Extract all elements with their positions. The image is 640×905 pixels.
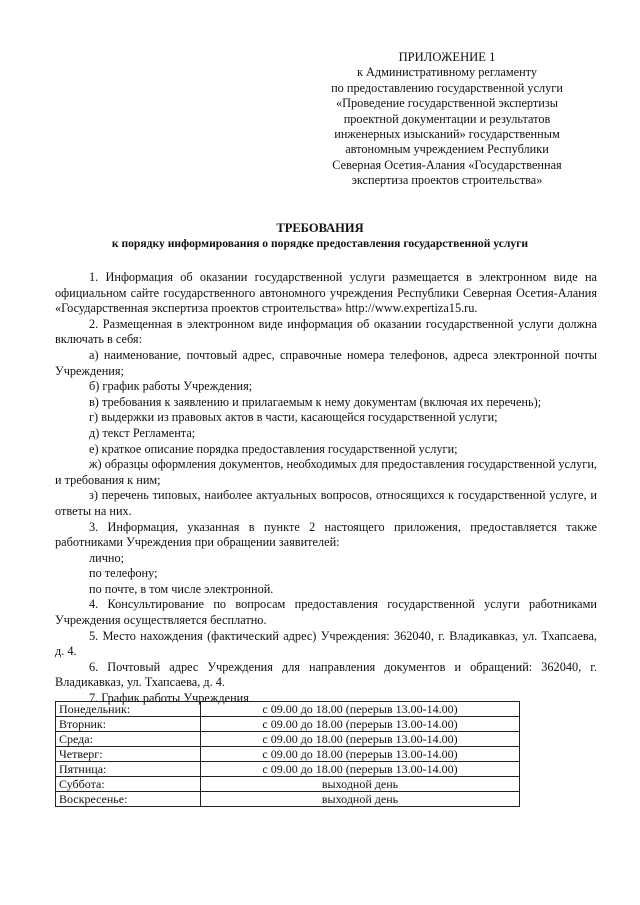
table-row bbox=[56, 717, 520, 732]
annex-line: к Административному регламенту bbox=[356, 65, 538, 80]
annex-line: инженерных изысканий» государственным bbox=[334, 127, 560, 142]
schedule-table bbox=[55, 701, 520, 807]
paragraph-2zh: ж) образцы оформления документов, необходимых для предоставления государственной услуги, и требования к ним; bbox=[55, 457, 597, 487]
paragraph-5: 5. Место нахождения (фактический адрес) Учреждения: 362040, г. Владикавказ, ул. Тхапсаева, д. 4. bbox=[55, 628, 597, 659]
schedule-day: Вторник: bbox=[56, 717, 201, 732]
schedule-hours: с 09.00 до 18.00 (перерыв 13.00-14.00) bbox=[201, 747, 520, 762]
annex-line: «Проведение государственной экспертизы bbox=[336, 96, 558, 111]
table-row bbox=[56, 702, 520, 717]
schedule-day: Воскресенье: bbox=[56, 792, 201, 807]
schedule-day: Пятница: bbox=[56, 762, 201, 777]
paragraph-4: 4. Консультирование по вопросам предоставления государственной услуги работниками Учреждения осуществляется бесплатно. bbox=[55, 597, 597, 628]
schedule-hours: выходной день bbox=[201, 777, 520, 792]
paragraph-6: 6. Почтовый адрес Учреждения для направления документов и обращений: 362040, г. Владикавказ, ул. Тхапсаева, д. 4. bbox=[55, 659, 597, 690]
schedule-day: Четверг: bbox=[56, 747, 201, 762]
document-body bbox=[55, 270, 597, 707]
paragraph-7: 7. График работы Учреждения bbox=[89, 691, 249, 706]
schedule-hours: выходной день bbox=[201, 792, 520, 807]
document-subtitle: к порядку информирования о порядке предоставления государственной услуги bbox=[111, 237, 529, 250]
annex-line: автономным учреждением Республики bbox=[345, 142, 549, 157]
schedule-hours: с 09.00 до 18.00 (перерыв 13.00-14.00) bbox=[201, 762, 520, 777]
table-row bbox=[56, 762, 520, 777]
paragraph-3c: по почте, в том числе электронной. bbox=[89, 581, 274, 596]
schedule-hours: с 09.00 до 18.00 (перерыв 13.00-14.00) bbox=[201, 717, 520, 732]
table-row bbox=[56, 747, 520, 762]
schedule-day: Понедельник: bbox=[56, 702, 201, 717]
paragraph-2d: д) текст Регламента; bbox=[89, 425, 196, 440]
annex-line: экспертиза проектов строительства» bbox=[351, 173, 543, 188]
paragraph-2g: г) выдержки из правовых актов в части, касающейся государственной услуги; bbox=[89, 410, 498, 425]
paragraph-3b: по телефону; bbox=[89, 566, 158, 581]
paragraph-1: 1. Информация об оказании государственной услуги размещается в электронном виде на официальном сайте государственного автономного учреждения Республики Северная Осетия-Алания «Государственная экспертиза проектов строительства» http://www.expertiza15.ru. bbox=[55, 270, 597, 316]
schedule-day: Суббота: bbox=[56, 777, 201, 792]
table-row bbox=[56, 732, 520, 747]
annex-line: Северная Осетия-Алания «Государственная bbox=[332, 157, 562, 172]
paragraph-2b: б) график работы Учреждения; bbox=[89, 379, 253, 394]
schedule-hours: с 09.00 до 18.00 (перерыв 13.00-14.00) bbox=[201, 732, 520, 747]
annex-block bbox=[322, 50, 572, 189]
paragraph-3: 3. Информация, указанная в пункте 2 настоящего приложения, предоставляется также работниками Учреждения при обращении заявителей: bbox=[55, 519, 597, 550]
annex-line: проектной документации и результатов bbox=[343, 111, 551, 126]
paragraph-3a: лично; bbox=[89, 550, 125, 565]
paragraph-2z: з) перечень типовых, наиболее актуальных вопросов, относящихся к государственной услуге, и ответы на них. bbox=[55, 488, 597, 518]
table-row bbox=[56, 777, 520, 792]
paragraph-2a: а) наименование, почтовый адрес, справочные номера телефонов, адреса электронной почты Учреждения; bbox=[55, 347, 597, 378]
schedule-day: Среда: bbox=[56, 732, 201, 747]
schedule-hours: с 09.00 до 18.00 (перерыв 13.00-14.00) bbox=[201, 702, 520, 717]
paragraph-2: 2. Размещенная в электронном виде информация об оказании государственной услуги должна включать в себя: bbox=[55, 316, 597, 347]
table-row bbox=[56, 792, 520, 807]
annex-heading: ПРИЛОЖЕНИЕ 1 bbox=[398, 50, 496, 64]
paragraph-2e: е) краткое описание порядка предоставления государственной услуги; bbox=[89, 441, 458, 456]
annex-line: по предоставлению государственной услуги bbox=[331, 80, 563, 95]
paragraph-2v: в) требования к заявлению и прилагаемым к нему документам (включая их перечень); bbox=[89, 394, 542, 409]
document-title: ТРЕБОВАНИЯ bbox=[276, 221, 364, 235]
